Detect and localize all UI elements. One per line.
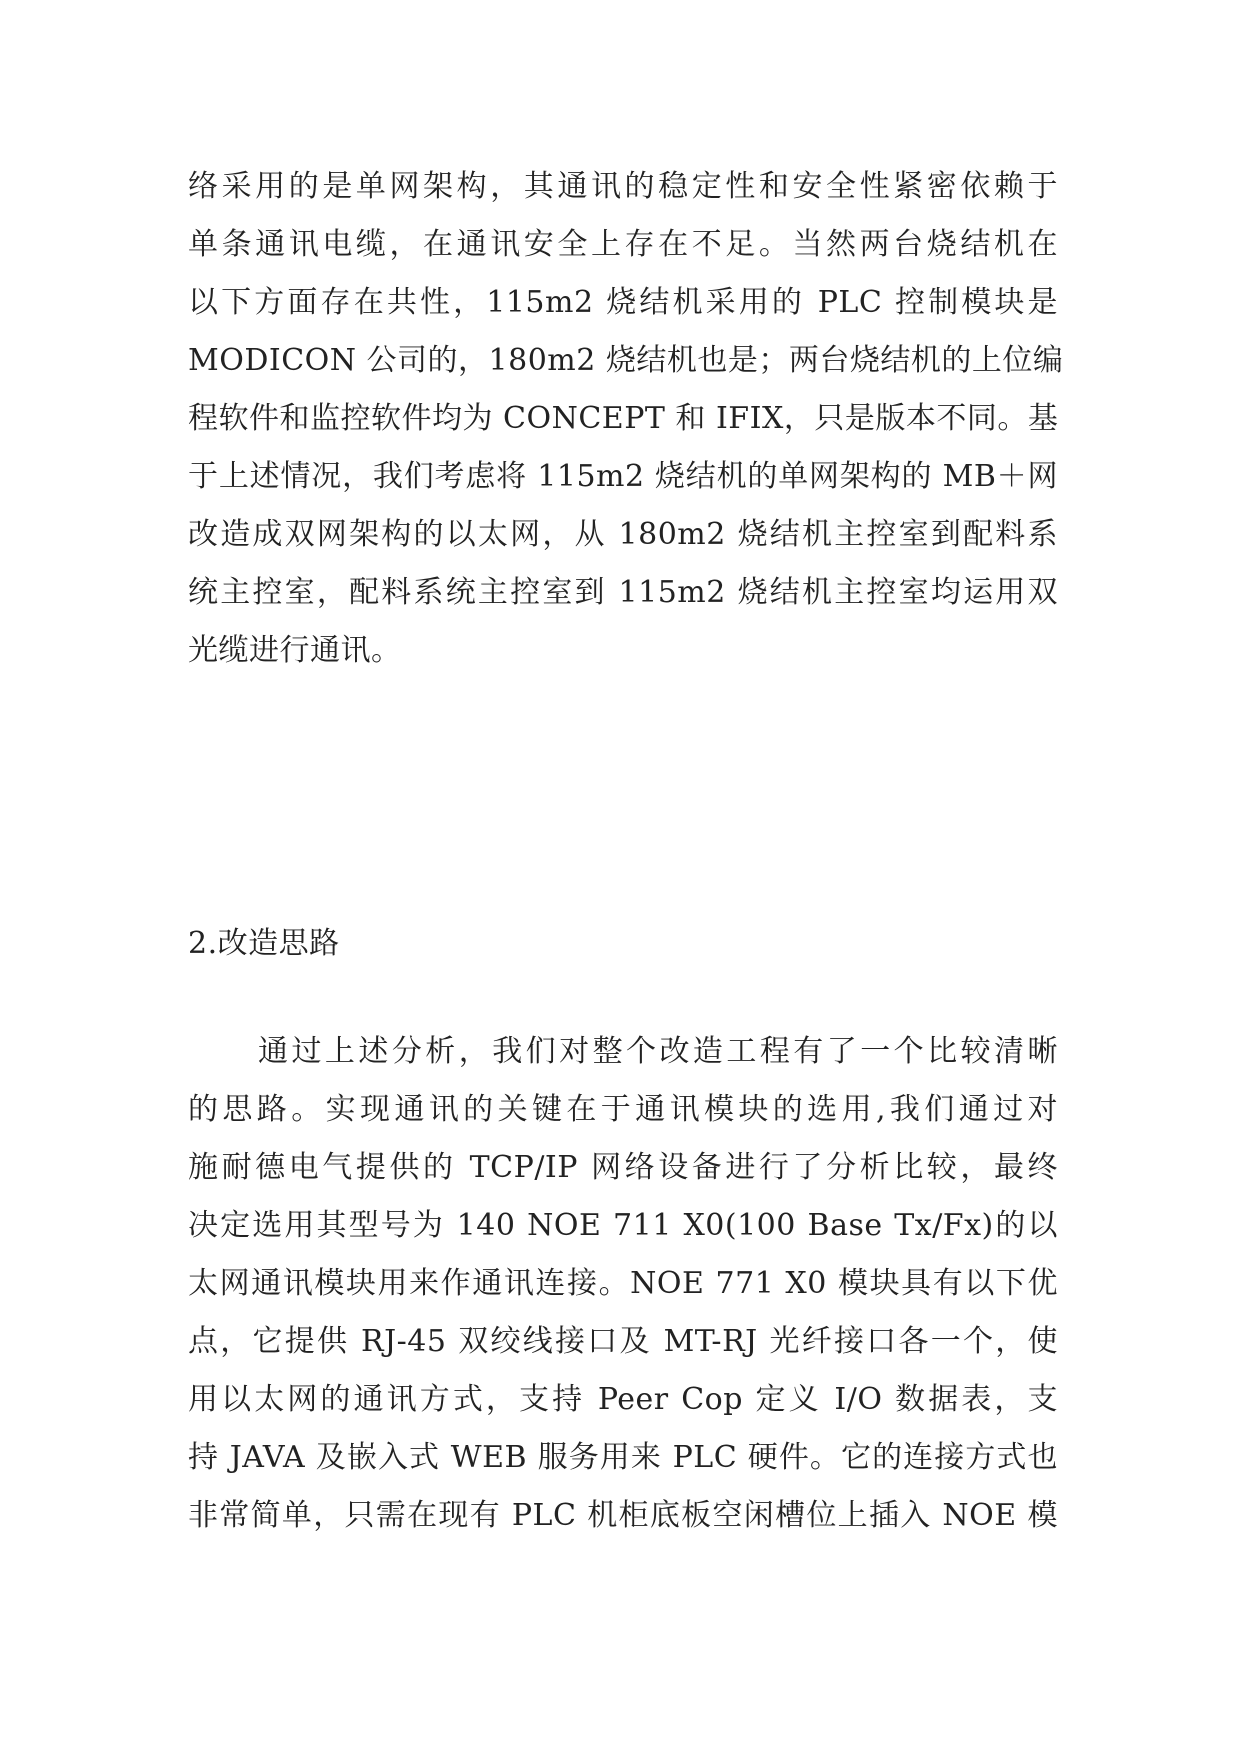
text-line: MODICON 公司的，180m2 烧结机也是；两台烧结机的上位编 — [188, 343, 1064, 378]
section-heading: 2.改造思路 — [188, 926, 340, 961]
text-line: 单条通讯电缆，在通讯安全上存在不足。当然两台烧结机在 — [188, 227, 1058, 262]
paragraph-network-analysis — [188, 158, 1064, 680]
text-line: 决定选用其型号为 140 NOE 711 X0(100 Base Tx/Fx)的以 — [188, 1208, 1058, 1243]
text-line: 以下方面存在共性，115m2 烧结机采用的 PLC 控制模块是 — [188, 285, 1058, 320]
text-line: 点，它提供 RJ-45 双绞线接口及 MT-RJ 光纤接口各一个，使 — [188, 1324, 1058, 1359]
text-line: 改造成双网架构的以太网，从 180m2 烧结机主控室到配料系 — [188, 517, 1058, 552]
text-line: 统主控室，配料系统主控室到 115m2 烧结机主控室均运用双 — [188, 575, 1058, 610]
text-line: 非常简单，只需在现有 PLC 机柜底板空闲槽位上插入 NOE 模 — [188, 1498, 1058, 1533]
text-line: 太网通讯模块用来作通讯连接。NOE 771 X0 模块具有以下优 — [188, 1266, 1058, 1301]
paragraph-modification-approach — [188, 1023, 1058, 1545]
text-line: 光缆进行通讯。 — [188, 633, 402, 668]
text-line: 施耐德电气提供的 TCP/IP 网络设备进行了分析比较，最终 — [188, 1150, 1058, 1185]
text-line: 用以太网的通讯方式，支持 Peer Cop 定义 I/O 数据表，支 — [188, 1382, 1058, 1417]
text-line: 于上述情况，我们考虑将 115m2 烧结机的单网架构的 MB＋网 — [188, 459, 1058, 494]
text-line: 的思路。实现通讯的关键在于通讯模块的选用,我们通过对 — [188, 1092, 1058, 1127]
text-line: 持 JAVA 及嵌入式 WEB 服务用来 PLC 硬件。它的连接方式也 — [188, 1440, 1058, 1475]
text-line: 程软件和监控软件均为 CONCEPT 和 IFIX，只是版本不同。基 — [188, 401, 1059, 436]
text-line: 络采用的是单网架构，其通讯的稳定性和安全性紧密依赖于 — [188, 169, 1058, 204]
text-line: 通过上述分析，我们对整个改造工程有了一个比较清晰 — [258, 1034, 1058, 1069]
